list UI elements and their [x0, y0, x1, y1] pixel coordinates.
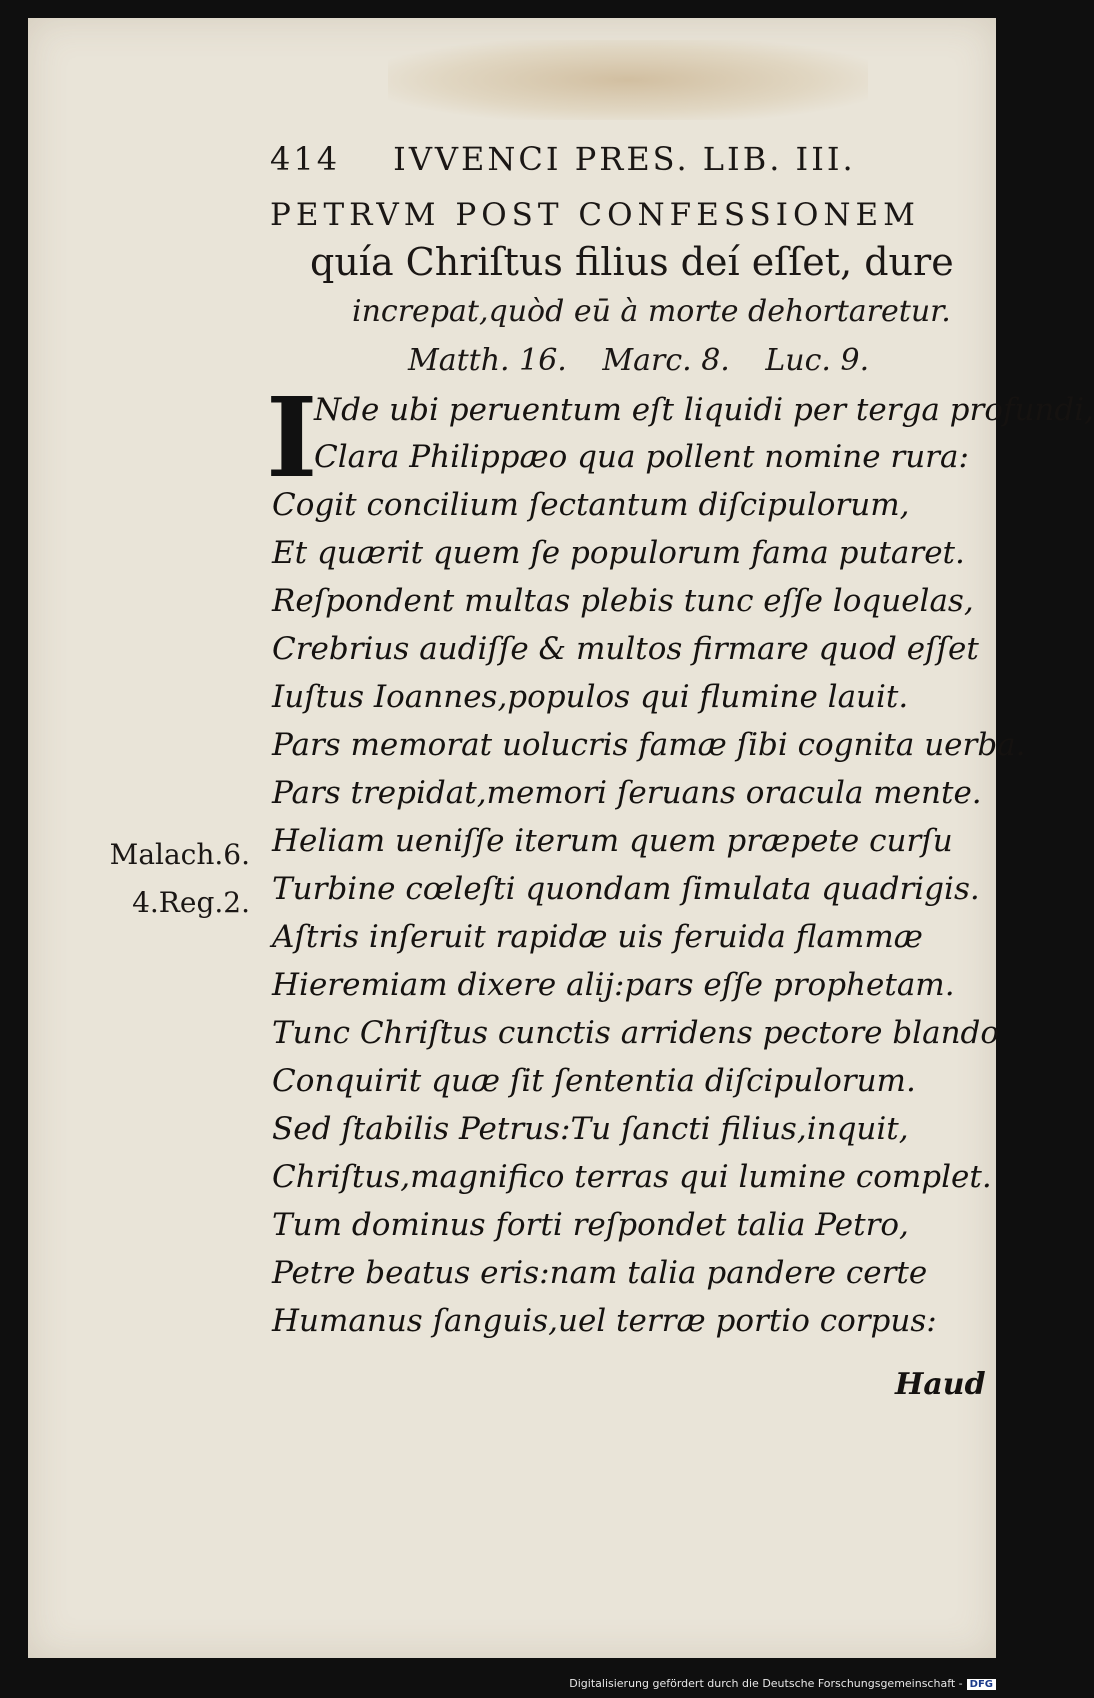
- verse-line: Crebrius audiſſe & multos firmare quod eſſet: [272, 631, 979, 667]
- reference-luke: Luc. 9.: [765, 343, 870, 378]
- verse-line: Reſpondent multas plebis tunc eſſe loquelas,: [272, 583, 974, 619]
- margin-note-malachi: Malach.6.: [109, 838, 250, 871]
- verse-line: Pars trepidat,memori ſeruans oracula mente.: [272, 775, 982, 811]
- page-number: 414: [270, 140, 341, 178]
- verse-line: Aſtris inſeruit rapidæ uis feruida flammæ: [272, 919, 923, 955]
- drop-capital: I: [266, 373, 318, 502]
- chapter-title-line-3: increpat,quòd eū à morte dehortaretur.: [352, 294, 951, 329]
- verse-line: Pars memorat uolucris famæ ſibi cognita uerba.: [272, 727, 1026, 763]
- reference-mark: Marc. 8.: [602, 343, 730, 378]
- verse-line: Turbine cœleſti quondam ſimulata quadrigis.: [272, 871, 980, 907]
- credit-text: Digitalisierung gefördert durch die Deutsche Forschungsgemeinschaft -: [569, 1677, 963, 1690]
- scripture-references: [408, 343, 895, 378]
- verse-line: Clara Philippæo qua pollent nomine rura:: [314, 439, 969, 475]
- chapter-title-line-2: quía Chriſtus filius deí eſſet, dure: [310, 240, 954, 284]
- water-stain: [388, 40, 868, 120]
- verse-line: Sed ſtabilis Petrus:Tu ſancti filius,inquit,: [272, 1111, 909, 1147]
- verse-line: Iuſtus Ioannes,populos qui flumine lauit.: [272, 679, 909, 715]
- verse-line: Et quærit quem ſe populorum fama putaret.: [272, 535, 965, 571]
- dfg-logo: DFG: [967, 1679, 996, 1690]
- catchword: Haud: [895, 1367, 986, 1402]
- margin-note-kings: 4.Reg.2.: [132, 886, 250, 919]
- running-title: IVVENCI PRES. LIB. III.: [393, 140, 856, 178]
- verse-line: Humanus ſanguis,uel terræ portio corpus:: [272, 1303, 937, 1339]
- verse-line: Hieremiam dixere alij:pars eſſe prophetam.: [272, 967, 955, 1003]
- verse-line: Tum dominus forti reſpondet talia Petro,: [272, 1207, 909, 1243]
- chapter-title-line-1: PETRVM POST CONFESSIONEM: [270, 197, 920, 233]
- verse-line: Cogit concilium ſectantum diſcipulorum,: [272, 487, 910, 523]
- reference-matthew: Matth. 16.: [408, 343, 567, 378]
- verse-line: Nde ubi peruentum eſt liquidi per terga profundi,: [314, 392, 1094, 428]
- verse-line: Tunc Chriſtus cunctis arridens pectore blando: [272, 1015, 1000, 1051]
- verse-line: Chriſtus,magnifico terras qui lumine complet.: [272, 1159, 992, 1195]
- verse-line: Heliam ueniſſe iterum quem præpete curſu: [272, 823, 953, 859]
- verse-line: Petre beatus eris:nam talia pandere certe: [272, 1255, 928, 1291]
- verse-line: Conquirit quæ ſit ſententia diſcipulorum.: [272, 1063, 916, 1099]
- running-header: [270, 140, 960, 178]
- digitization-credit: [569, 1677, 996, 1690]
